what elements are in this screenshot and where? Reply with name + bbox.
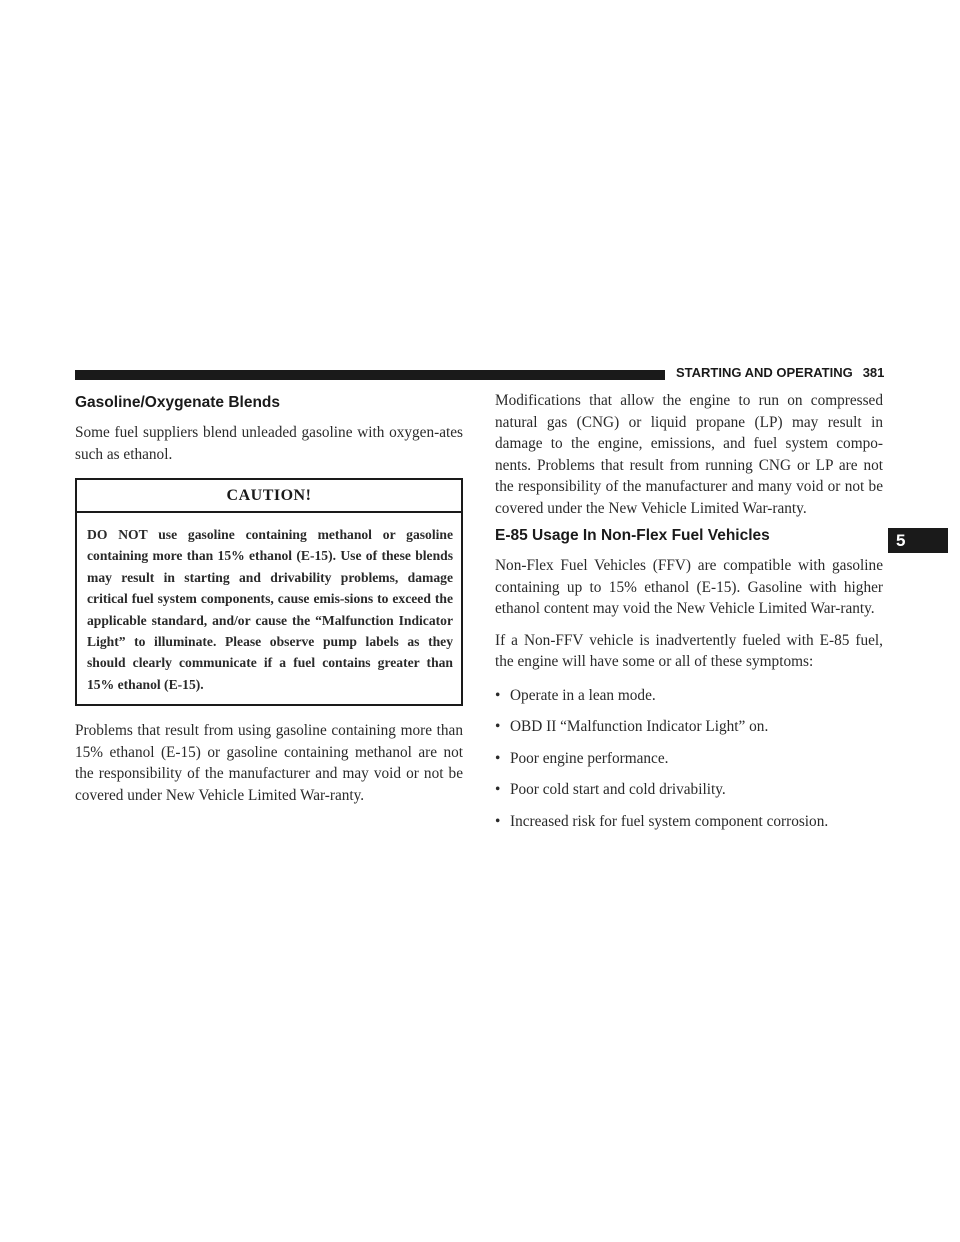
right-column xyxy=(495,392,883,842)
caution-text: DO NOT use gasoline containing methanol or gasoline containing more than 15% ethanol (E-15). Use of these blends may result in starting and drivability problems, damage critical fuel system components, cause emis-sions to exceed the applicable standard, and/or cause the “Malfunction Indicator Light” to illuminate. Please observe pump labels as they should clearly communicate if a fuel contains greater than 15% ethanol (E-15). xyxy=(87,527,453,692)
symptoms-intro-paragraph: If a Non-FFV vehicle is inadvertently fueled with E-85 fuel, the engine will have some or all of these symptoms: xyxy=(495,631,883,670)
e85-heading: E-85 Usage In Non-Flex Fuel Vehicles xyxy=(495,527,770,544)
list-item: • Poor engine performance. xyxy=(495,748,883,770)
header-rule xyxy=(75,370,665,380)
gasoline-blends-heading: Gasoline/Oxygenate Blends xyxy=(75,394,281,411)
bullet-icon: • xyxy=(495,718,501,735)
symptoms-list xyxy=(495,685,883,833)
caution-box xyxy=(75,478,463,706)
bullet-icon: • xyxy=(495,686,501,704)
chapter-tab: 5 xyxy=(888,528,948,553)
running-header xyxy=(676,365,886,380)
compatibility-paragraph: Non-Flex Fuel Vehicles (FFV) are compatible with gasoline containing up to 15% ethanol (E-15). Gasoline with higher ethanol content may void the New Vehicle Limited War-ranty. xyxy=(495,557,883,617)
list-item: • Poor cold start and cold drivability. xyxy=(495,779,883,801)
bullet-icon: • xyxy=(495,781,501,798)
blends-intro-paragraph: Some fuel suppliers blend unleaded gasoline with oxygen-ates such as ethanol. xyxy=(75,424,463,463)
problems-paragraph: Problems that result from using gasoline containing more than 15% ethanol (E-15) or gasoline containing methanol are not the responsibility of the manufacturer and may void or not be covered under New Vehicle Limited War-ranty. xyxy=(75,722,463,804)
list-item: • Increased risk for fuel system component corrosion. xyxy=(495,811,883,833)
caution-title: CAUTION! xyxy=(77,480,461,513)
left-column xyxy=(75,392,463,806)
section-title: STARTING AND OPERATING xyxy=(676,365,853,380)
bullet-icon: • xyxy=(495,812,501,830)
modifications-paragraph: Modifications that allow the engine to run on compressed natural gas (CNG) or liquid propane (LP) may result in damage to the engine, emissions, and fuel system compo-nents. Problems that result from running CNG or LP are not the responsibility of the manufacturer and many void or not be covered under the New Vehicle Limited War-ranty. xyxy=(495,392,883,517)
page-number: 381 xyxy=(862,365,885,380)
list-item: • Operate in a lean mode. xyxy=(495,685,883,707)
bullet-icon: • xyxy=(495,749,501,767)
list-item: • OBD II “Malfunction Indicator Light” on. xyxy=(495,716,883,738)
